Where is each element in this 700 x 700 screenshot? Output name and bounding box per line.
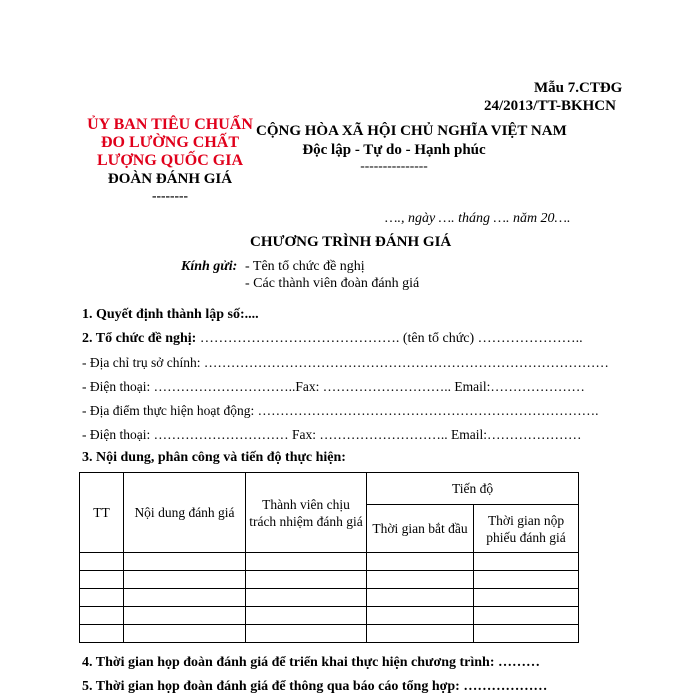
national-divider: ---------------	[360, 158, 428, 173]
table-cell	[246, 553, 367, 571]
table-row	[80, 589, 579, 607]
table-cell	[367, 571, 474, 589]
field-requesting-org-label: 2. Tổ chức đề nghị:	[82, 331, 197, 346]
national-heading	[256, 122, 567, 173]
col-header-content: Nội dung đánh giá	[124, 473, 246, 553]
recipient-item-1: - Tên tổ chức đề nghị	[245, 259, 365, 274]
national-motto: Độc lập - Tự do - Hạnh phúc	[302, 142, 486, 158]
table-cell	[124, 571, 246, 589]
table-row	[80, 625, 579, 643]
table-cell	[474, 607, 579, 625]
date-line: …., ngày …. tháng …. năm 20….	[385, 211, 571, 226]
table-cell	[80, 571, 124, 589]
col-header-start-time: Thời gian bắt đầu	[367, 505, 474, 553]
table-cell	[474, 625, 579, 643]
field-operation-location: - Địa điểm thực hiện hoạt động: ………………………………………………………………….	[82, 403, 599, 418]
table-cell	[124, 553, 246, 571]
issuer-line1: ỦY BAN TIÊU CHUẨN	[87, 116, 253, 133]
field-phone-fax-email-1: - Điện thoại: …………………………..Fax: ……………………….. Email:…………………	[82, 379, 585, 394]
issuer-line3: LƯỢNG QUỐC GIA	[96, 152, 244, 169]
table-cell	[80, 625, 124, 643]
table-cell	[124, 589, 246, 607]
table-cell	[367, 553, 474, 571]
table-cell	[246, 571, 367, 589]
table-cell	[474, 571, 579, 589]
col-header-member: Thành viên chịu trách nhiệm đánh giá	[246, 473, 367, 553]
table-row	[80, 553, 579, 571]
table-cell	[474, 589, 579, 607]
table-cell	[367, 589, 474, 607]
table-cell	[246, 607, 367, 625]
issuer-line2: ĐO LƯỜNG CHẤT	[100, 134, 240, 151]
col-header-submit-time: Thời gian nộp phiếu đánh giá	[474, 505, 579, 553]
field-requesting-org	[82, 331, 583, 347]
recipients-label: Kính gửi:	[181, 259, 238, 274]
field-phone-fax-email-2: - Điện thoại: ………………………… Fax: ……………………….. Email:…………………	[82, 427, 582, 442]
field-kickoff-meeting-time: 4. Thời gian họp đoàn đánh giá để triển khai thực hiện chương trình: ………	[82, 655, 540, 670]
table-cell	[80, 607, 124, 625]
table-cell	[367, 625, 474, 643]
table-cell	[124, 607, 246, 625]
issuer-divider: --------	[152, 188, 188, 203]
section-content-heading: 3. Nội dung, phân công và tiến độ thực hiện:	[82, 450, 346, 465]
table-header-row	[80, 473, 579, 505]
recipient-item-2: - Các thành viên đoàn đánh giá	[245, 276, 420, 291]
form-code-line2: 24/2013/TT-BKHCN	[484, 98, 616, 114]
table-row	[80, 607, 579, 625]
field-head-office-address: - Địa chỉ trụ sở chính: ………………………………………………………………………………	[82, 355, 609, 370]
assessment-plan-table	[79, 472, 579, 643]
table-cell	[246, 589, 367, 607]
table-cell	[124, 625, 246, 643]
national-title: CỘNG HÒA XÃ HỘI CHỦ NGHĨA VIỆT NAM	[256, 123, 567, 139]
field-requesting-org-value: ……………………………………. (tên tổ chức) …………………..	[196, 331, 583, 346]
issuer-line4: ĐOÀN ĐÁNH GIÁ	[107, 171, 233, 187]
table-cell	[474, 553, 579, 571]
table-cell	[80, 589, 124, 607]
document-title: CHƯƠNG TRÌNH ĐÁNH GIÁ	[250, 234, 452, 250]
field-decision-number: 1. Quyết định thành lập số:....	[82, 307, 259, 322]
form-code-line1: Mẫu 7.CTĐG	[534, 80, 623, 96]
table-cell	[246, 625, 367, 643]
issuer-block	[60, 116, 280, 203]
col-header-tt: TT	[80, 473, 124, 553]
field-summary-meeting-time: 5. Thời gian họp đoàn đánh giá để thông qua báo cáo tổng hợp: ………………	[82, 679, 548, 694]
table-cell	[80, 553, 124, 571]
table-row	[80, 571, 579, 589]
table-cell	[367, 607, 474, 625]
col-header-progress: Tiến độ	[367, 473, 579, 505]
